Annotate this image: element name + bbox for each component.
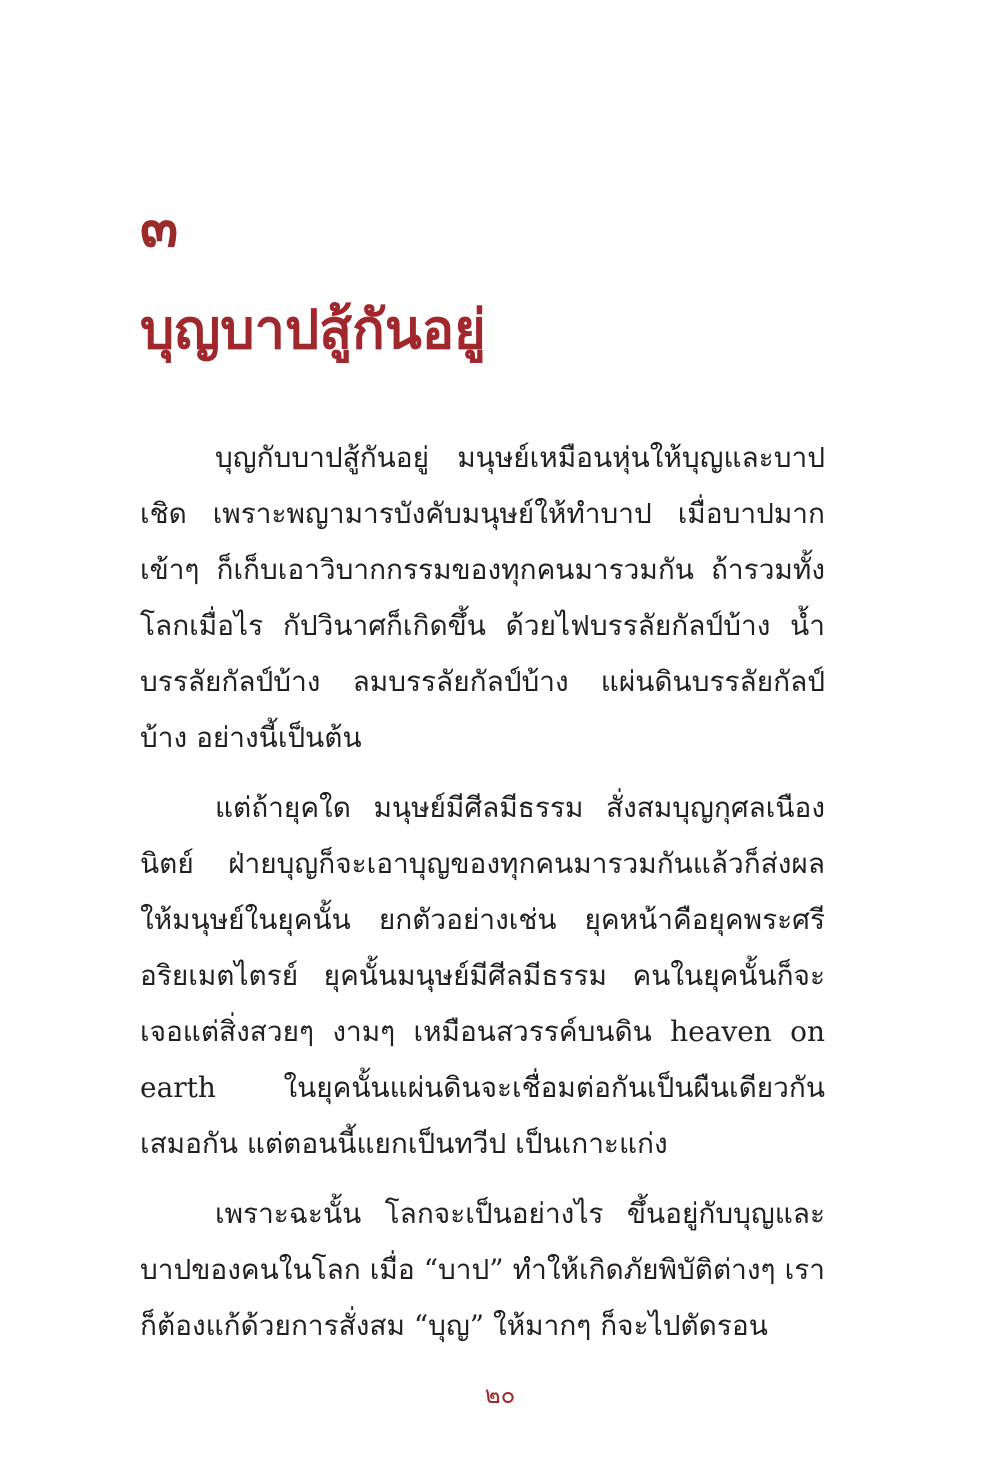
paragraph-3: เพราะฉะนั้น โลกจะเป็นอย่างไร ขึ้นอยู่กับบุญและบาปของคนในโลก เมื่อ “บาป” ทำให้เกิดภัยพิบัติต่างๆ เราก็ต้องแก้ด้วยการสั่งสม “บุญ” ให้มากๆ ก็จะไปตัดรอน	[140, 1197, 825, 1342]
chapter-number: ๓	[140, 195, 179, 260]
chapter-title: บุญบาปสู้กันอยู่	[140, 298, 486, 361]
body-text	[140, 430, 825, 1368]
paragraph-2: แต่ถ้ายุคใด มนุษย์มีศีลมีธรรม สั่งสมบุญกุศลเนืองนิตย์ ฝ่ายบุญก็จะเอาบุญของทุกคนมารวมกันแล้วก็ส่งผลให้มนุษย์ในยุคนั้น ยกตัวอย่างเช่น ยุคหน้าคือยุคพระศรีอริยเมตไตรย์ ยุคนั้นมนุษย์มีศีลมีธรรม คนในยุคนั้นก็จะเจอแต่สิ่งสวยๆ งามๆ เหมือนสวรรค์บนดิน heaven on earth ในยุคนั้นแผ่นดินจะเชื่อมต่อกันเป็นผืนเดียวกันเสมอกัน แต่ตอนนี้แยกเป็นทวีป เป็นเกาะแก่ง	[140, 791, 825, 1160]
paragraph-1: บุญกับบาปสู้กันอยู่ มนุษย์เหมือนหุ่นให้บุญและบาปเชิด เพราะพญามารบังคับมนุษย์ให้ทำบาป เมื่อบาปมากเข้าๆ ก็เก็บเอาวิบากกรรมของทุกคนมารวมกัน ถ้ารวมทั้งโลกเมื่อไร กัปวินาศก็เกิดขึ้น ด้วยไฟบรรลัยกัลป์บ้าง น้ำบรรลัยกัลป์บ้าง ลมบรรลัยกัลป์บ้าง แผ่นดินบรรลัยกัลป์บ้าง อย่างนี้เป็นต้น	[140, 441, 825, 754]
page-number: ๒๐	[484, 1381, 516, 1409]
